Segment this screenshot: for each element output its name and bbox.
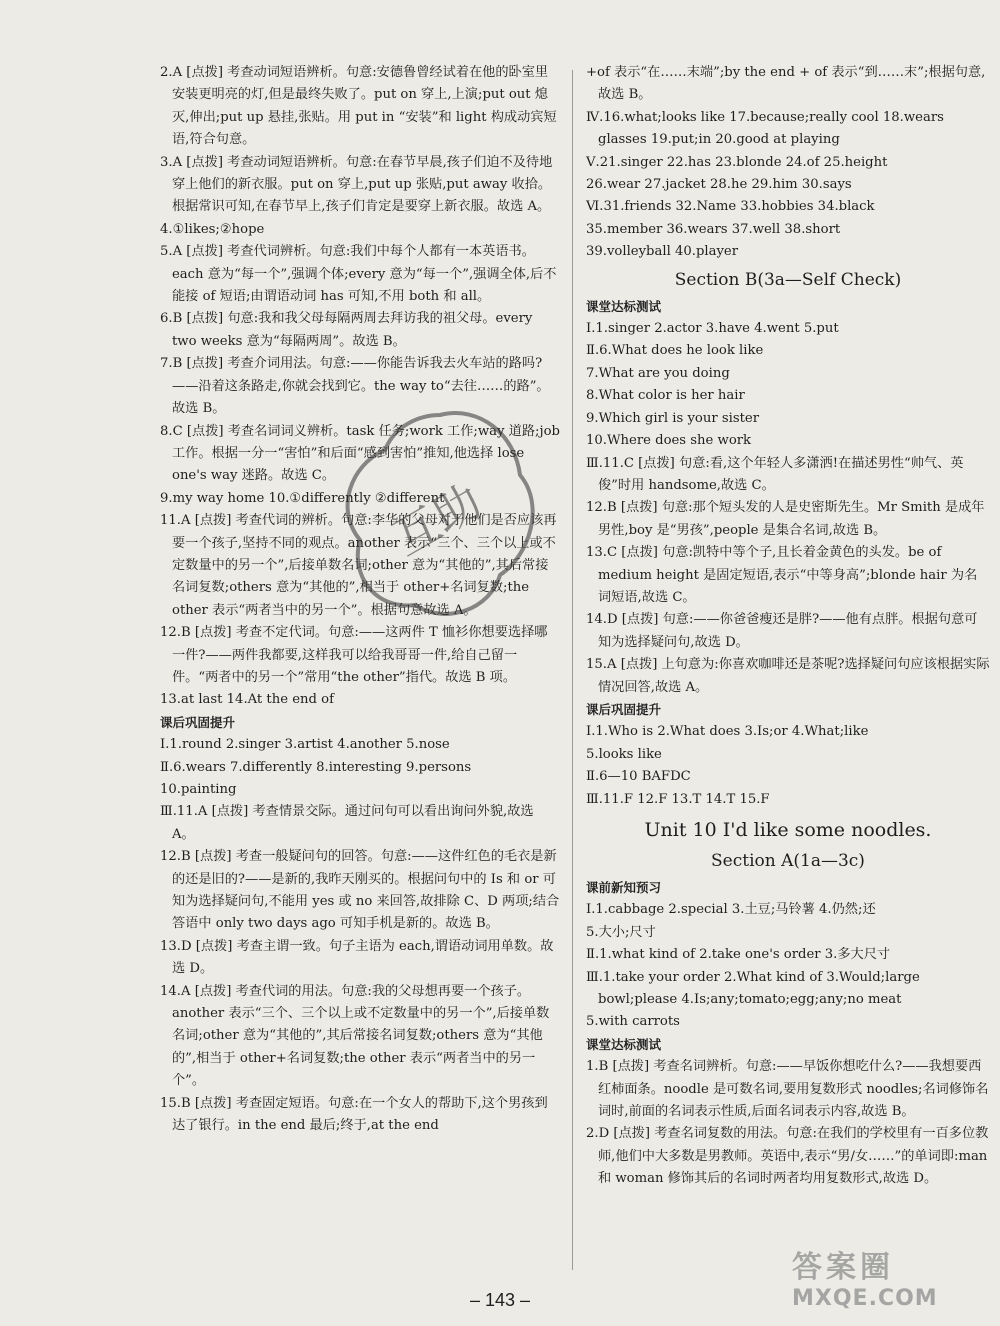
answer-line: Ⅱ.6.What does he look like bbox=[586, 343, 764, 359]
answer-line: Ⅲ.11.A [点拨] 考查情景交际。通过问句可以看出询问外貌,故选 A。 bbox=[160, 804, 534, 842]
answer-line: 1.B [点拨] 考查名词辨析。句意:——早饭你想吃什么?——我想要西红柿面条。noodle 是可数名词,要用复数形式 noodles;名词修饰名词时,前面的名词表示性质,后面名词表示内容,故选 B。 bbox=[586, 1059, 989, 1120]
answer-line: 13.at last 14.At the end of bbox=[160, 692, 334, 708]
answer-line: Ⅲ.1.take your order 2.What kind of 3.Would;large bowl;please 4.Is;any;tomato;egg;any;no meat bbox=[586, 969, 920, 1008]
answer-line: Ⅰ.1.round 2.singer 3.artist 4.another 5.nose bbox=[160, 737, 450, 753]
answer-line: 11.A [点拨] 考查代词的辨析。句意:李华的父母对于他们是否应该再要一个孩子,坚持不同的观点。another 表示“三个、三个以上或不定数量中的另一个”,后接单数名词;other 意为“其他的”,其后常接名词复数;others 意为“其他的”,相当于 other+名词复数;the other 表示“两者当中的另一个”。根据句意故选 A。 bbox=[160, 513, 557, 618]
answer-line: 2.A [点拨] 考查动词短语辨析。句意:安德鲁曾经试着在他的卧室里安装更明亮的灯,但是最终失败了。put on 穿上,上演;put out 熄灭,伸出;put up 悬挂,张贴。用 put in “安装”和 light 构成动宾短语,符合句意。 bbox=[160, 65, 557, 148]
answer-line: Ⅴ.21.singer 22.has 23.blonde 24.of 25.height bbox=[586, 154, 888, 170]
answer-line: 3.A [点拨] 考查动词短语辨析。句意:在春节早晨,孩子们迫不及待地穿上他们的新衣服。put on 穿上,put up 张贴,put away 收拾。根据常识可知,在春节早上,孩子们肯定是要穿上新衣服。故选 A。 bbox=[160, 154, 553, 215]
answer-line: 15.B [点拨] 考查固定短语。句意:在一个女人的帮助下,这个男孩到达了银行。in the end 最后;终于,at the end bbox=[160, 1095, 548, 1134]
answer-line: 9.my way home 10.①differently ②different bbox=[160, 490, 445, 506]
sub-heading: 课后巩固提升 bbox=[160, 714, 236, 730]
answer-line: Ⅰ.1.cabbage 2.special 3.土豆;马铃薯 4.仍然;还 bbox=[586, 902, 876, 918]
answer-line: 26.wear 27.jacket 28.he 29.him 30.says bbox=[586, 177, 852, 193]
answer-line: 7.What are you doing bbox=[586, 365, 730, 381]
answer-line: 8.C [点拨] 考查名词词义辨析。task 任务;work 工作;way 道路;job 工作。根据一分一“害怕”和后面“感到害怕”推知,他选择 lose one's way 迷路。故选 C。 bbox=[160, 423, 560, 484]
answer-line: Ⅱ.6.wears 7.differently 8.interesting 9.persons bbox=[160, 759, 472, 775]
stamp-seal bbox=[330, 395, 550, 635]
answer-line: 14.D [点拨] 句意:——你爸爸瘦还是胖?——他有点胖。根据句意可知为选择疑问句,故选 D。 bbox=[586, 612, 978, 650]
page-number: – 143 – bbox=[469, 1290, 531, 1310]
answer-line: 14.A [点拨] 考查代词的用法。句意:我的父母想再要一个孩子。another 表示“三个、三个以上或不定数量中的另一个”,后接单数名词;other 意为“其他的”,其后常接名词复数;others 意为“其他的”,相当于 other+名词复数;the other 表示“两者当中的另一个”。 bbox=[160, 983, 550, 1089]
answer-line: 12.B [点拨] 考查一般疑问句的回答。句意:——这件红色的毛衣是新的还是旧的?——是新的,我昨天刚买的。根据问句中的 Is 和 or 可知为选择疑问句,不能用 yes 或 no 来回答,故排除 C、D 两项;结合答语中 only two days ago 可知手机是新的。故选 B。 bbox=[160, 849, 560, 932]
unit-title: Unit 10 I'd like some noodles. bbox=[644, 819, 932, 841]
answer-line: Ⅲ.11.C [点拨] 句意:看,这个年轻人多潇洒!在描述男性“帅气、英俊”时用 handsome,故选 C。 bbox=[586, 455, 964, 493]
sub-heading: 课后巩固提升 bbox=[586, 701, 662, 717]
watermark-cn: 答案圈 bbox=[792, 1250, 894, 1285]
column-divider bbox=[572, 70, 573, 1270]
answer-line: 12.B [点拨] 考查不定代词。句意:——这两件 T 恤衫你想要选择哪一件?——两件我都要,这样我可以给我哥哥一件,给自己留一件。“两者中的另一个”常用“the other”指代。故选 B 项。 bbox=[160, 625, 548, 685]
answer-line: Ⅵ.31.friends 32.Name 33.hobbies 34.black bbox=[586, 199, 875, 215]
section-title: Section B(3a—Self Check) bbox=[674, 269, 902, 290]
sub-heading: 课堂达标测试 bbox=[586, 298, 662, 314]
watermark-en: MXQE.COM bbox=[792, 1286, 938, 1311]
answer-line: 5.大小;尺寸 bbox=[586, 924, 656, 940]
answer-line: 13.C [点拨] 句意:凯特中等个子,且长着金黄色的头发。be of medium height 是固定短语,表示“中等身高”;blonde hair 为名词短语,故选 C。 bbox=[586, 545, 978, 605]
answer-line: 5.looks like bbox=[586, 746, 662, 762]
section-title: Section A(1a—3c) bbox=[711, 851, 865, 871]
answer-line: 12.B [点拨] 句意:那个短头发的人是史密斯先生。Mr Smith 是成年男性,boy 是“男孩”,people 是集合名词,故选 B。 bbox=[586, 500, 985, 538]
answer-line: Ⅰ.1.singer 2.actor 3.have 4.went 5.put bbox=[586, 321, 839, 337]
answer-line: 9.Which girl is your sister bbox=[586, 410, 760, 426]
answer-line: 15.A [点拨] 上句意为:你喜欢咖啡还是茶呢?选择疑问句应该根据实际情况回答,故选 A。 bbox=[586, 657, 990, 695]
answer-line: 6.B [点拨] 句意:我和我父母每隔两周去拜访我的祖父母。every two weeks 意为“每隔两周”。故选 B。 bbox=[160, 311, 533, 349]
answer-line: 13.D [点拨] 考查主谓一致。句子主语为 each,谓语动词用单数。故选 D。 bbox=[160, 938, 554, 977]
answer-line: Ⅳ.16.what;looks like 17.because;really cool 18.wears glasses 19.put;in 20.good at playing bbox=[586, 109, 944, 148]
answer-line: 10.painting bbox=[160, 782, 237, 797]
answer-line: 8.What color is her hair bbox=[586, 388, 745, 404]
watermark-logo bbox=[792, 1242, 992, 1322]
sub-heading: 课前新知预习 bbox=[586, 880, 662, 895]
answer-line: 39.volleyball 40.player bbox=[586, 244, 739, 260]
answer-line: 4.①likes;②hope bbox=[160, 221, 265, 237]
svg-text:互助: 互助 bbox=[383, 473, 491, 567]
right-column bbox=[586, 62, 990, 1191]
answer-line: Ⅱ.6—10 BAFDC bbox=[586, 769, 691, 785]
sub-heading: 课堂达标测试 bbox=[586, 1036, 662, 1052]
answer-line: 10.Where does she work bbox=[586, 433, 752, 449]
answer-line: Ⅲ.11.F 12.F 13.T 14.T 15.F bbox=[586, 791, 770, 807]
answer-line: 35.member 36.wears 37.well 38.short bbox=[586, 221, 841, 237]
answer-line: 5.with carrots bbox=[586, 1014, 680, 1030]
answer-line: Ⅱ.1.what kind of 2.take one's order 3.多大尺寸 bbox=[586, 947, 891, 963]
answer-line: 7.B [点拨] 考查介词用法。句意:——你能告诉我去火车站的路吗?——沿着这条路走,你就会找到它。the way to“去往……的路”。故选 B。 bbox=[160, 356, 550, 417]
answer-line: 2.D [点拨] 考查名词复数的用法。句意:在我们的学校里有一百多位教师,他们中大多数是男教师。英语中,表示“男/女……”的单词即:man 和 woman 修饰其后的名词时两者均用复数形式,故选 D。 bbox=[586, 1126, 989, 1187]
answer-line: +of 表示“在……末端”;by the end + of 表示“到……末”;根据句意,故选 B。 bbox=[586, 65, 986, 103]
answer-line: Ⅰ.1.Who is 2.What does 3.Is;or 4.What;like bbox=[586, 724, 869, 740]
answer-line: 5.A [点拨] 考查代词辨析。句意:我们中每个人都有一本英语书。each 意为“每一个”,强调个体;every 意为“每一个”,强调全体,后不能接 of 短语;由谓语动词 has 可知,不用 both 和 all。 bbox=[160, 244, 557, 305]
